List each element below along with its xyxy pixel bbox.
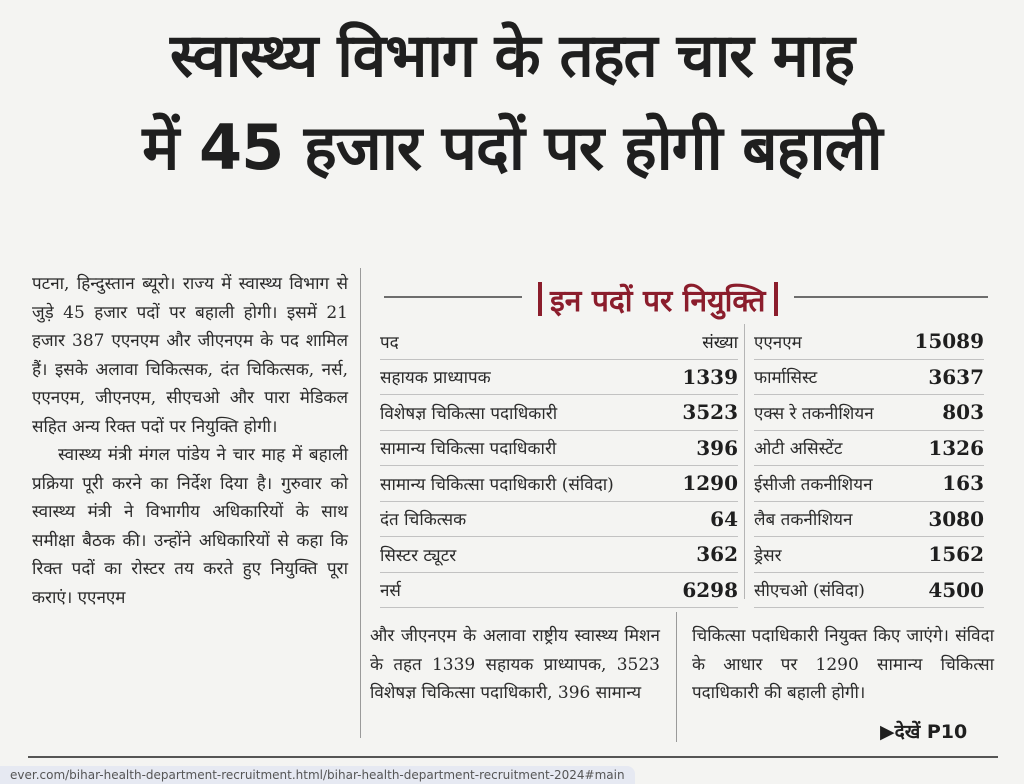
- post-count: 4500: [928, 577, 984, 602]
- post-name: एक्स रे तकनीशियन: [754, 403, 874, 424]
- table-row: [754, 573, 984, 609]
- table-row: [380, 573, 738, 609]
- table-row: [754, 324, 984, 360]
- post-count: 1339: [682, 364, 738, 389]
- url-status-bar: ever.com/bihar-health-department-recruitment.html/bihar-health-department-recruitment-2024#main: [0, 766, 635, 784]
- post-name: सीएचओ (संविदा): [754, 581, 865, 602]
- post-count: 362: [696, 542, 738, 567]
- table-row: [754, 431, 984, 467]
- table-row: [380, 537, 738, 573]
- post-count: 6298: [682, 577, 738, 602]
- table-row: [380, 360, 738, 396]
- post-name: एएनएम: [754, 332, 802, 353]
- table-row: [380, 502, 738, 538]
- table-header-row: [380, 324, 738, 360]
- table-row: [754, 502, 984, 538]
- table-row: [380, 431, 738, 467]
- post-name: ईसीजी तकनीशियन: [754, 474, 873, 495]
- box-title-wrap: [522, 278, 794, 320]
- footer-rule: [28, 756, 998, 758]
- post-count: 163: [942, 471, 984, 496]
- header-post: पद: [380, 332, 399, 353]
- post-name: सिस्टर ट्यूटर: [380, 545, 457, 566]
- box-title: इन पदों पर नियुक्ति: [550, 283, 766, 319]
- post-name: विशेषज्ञ चिकित्सा पदाधिकारी: [380, 403, 558, 424]
- post-name: सामान्य चिकित्सा पदाधिकारी: [380, 439, 557, 460]
- article-paragraph-3: और जीएनएम के अलावा राष्ट्रीय स्वास्थ्य मिशन के तहत 1339 सहायक प्राध्यापक, 3523 विशेषज्ञ चिकित्सा पदाधिकारी, 396 सामान्य: [370, 626, 660, 703]
- article-paragraph-1: पटना, हिन्दुस्तान ब्यूरो। राज्य में स्वास्थ्य विभाग से जुड़े 45 हजार पदों पर बहाली होगी। इसमें 21 हजार 387 एएनएम और जीएनएम के पद शामिल हैं। इसके अलावा चिकित्सक, दंत चिकित्सक, नर्स, एएनएम, जीएनएम, सीएचओ और पारा मेडिकल सहित अन्य रिक्त पदों पर नियुक्ति होगी।: [32, 274, 348, 437]
- see-more-link[interactable]: ▶देखें P10: [880, 721, 968, 743]
- vacancy-table-left: [380, 324, 738, 608]
- post-name: सामान्य चिकित्सा पदाधिकारी (संविदा): [380, 474, 614, 495]
- header-count: संख्या: [702, 332, 738, 353]
- title-bar-left: [538, 282, 542, 316]
- article-paragraph-4: चिकित्सा पदाधिकारी नियुक्त किए जाएंगे। संविदा के आधार पर 1290 सामान्य चिकित्सा पदाधिकारी की बहाली होगी।: [692, 626, 994, 703]
- post-name: ड्रेसर: [754, 545, 782, 566]
- post-count: 1562: [928, 542, 984, 567]
- headline: [20, 12, 1004, 196]
- post-count: 396: [696, 435, 738, 460]
- post-name: फार्मासिस्ट: [754, 368, 818, 389]
- table-row: [754, 360, 984, 396]
- post-count: 1326: [928, 435, 984, 460]
- headline-line-1: स्वास्थ्य विभाग के तहत चार माह: [170, 21, 854, 91]
- column-divider-bottom: [676, 612, 677, 742]
- vacancy-table-right: [754, 324, 984, 608]
- post-name: लैब तकनीशियन: [754, 510, 853, 531]
- table-row: [380, 466, 738, 502]
- table-row: [754, 466, 984, 502]
- post-count: 64: [710, 506, 738, 531]
- post-name: दंत चिकित्सक: [380, 510, 467, 531]
- headline-line-2: में 45 हजार पदों पर होगी बहाली: [142, 111, 882, 184]
- vacancy-box: [372, 272, 996, 602]
- post-count: 1290: [682, 471, 738, 496]
- post-name: नर्स: [380, 581, 401, 602]
- post-count: 15089: [914, 329, 984, 354]
- article-column-left: [32, 270, 348, 612]
- post-count: 3637: [928, 364, 984, 389]
- table-row: [754, 395, 984, 431]
- article-paragraph-2: स्वास्थ्य मंत्री मंगल पांडेय ने चार माह में बहाली प्रक्रिया पूरी करने का निर्देश दिया है। गुरुवार को स्वास्थ्य मंत्री ने विभागीय अधिकारियों के साथ समीक्षा बैठक की। उन्होंने अधिकारियों से कहा कि रिक्त पदों का रोस्टर तय करते हुए नियुक्ति पूरा कराएं। एएनएम: [32, 445, 348, 608]
- post-name: सहायक प्राध्यापक: [380, 368, 491, 389]
- post-name: ओटी असिस्टेंट: [754, 439, 843, 460]
- post-count: 803: [942, 400, 984, 425]
- title-bar-right: [774, 282, 778, 316]
- table-row: [380, 395, 738, 431]
- column-divider: [360, 268, 361, 738]
- post-count: 3080: [928, 506, 984, 531]
- table-divider: [744, 324, 745, 599]
- table-row: [754, 537, 984, 573]
- post-count: 3523: [682, 400, 738, 425]
